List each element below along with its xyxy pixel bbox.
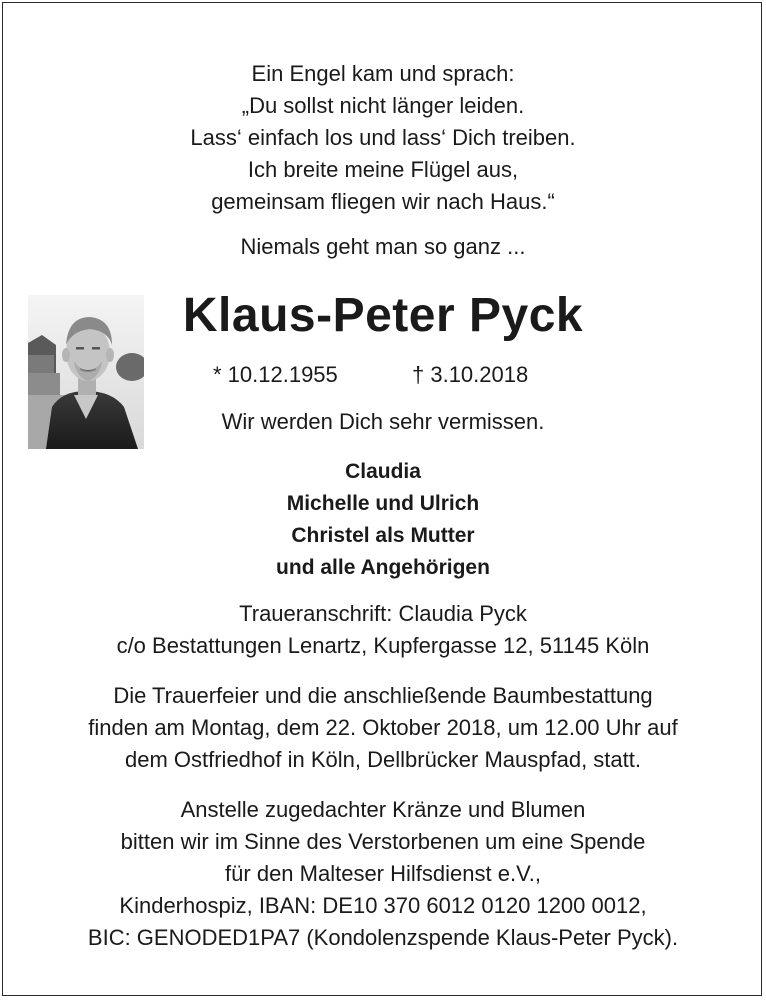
service-line: finden am Montag, dem 22. Oktober 2018, um 12.00 Uhr auf [88, 715, 678, 740]
address-line: c/o Bestattungen Lenartz, Kupfergasse 12, 51145 Köln [116, 633, 650, 658]
donation-line: Kinderhospiz, IBAN: DE10 370 6012 0120 1200 0012, [119, 893, 647, 918]
poem-line: „Du sollst nicht länger leiden. [241, 93, 525, 118]
service-line: dem Ostfriedhof in Köln, Dellbrücker Mauspfad, statt. [124, 747, 641, 772]
poem-line: Ein Engel kam und sprach: [251, 61, 515, 86]
service-line: Die Trauerfeier und die anschließende Baumbestattung [113, 683, 653, 708]
donation-line: BIC: GENODED1PA7 (Kondolenzspende Klaus-Peter Pyck). [87, 925, 679, 950]
poem-line: Ich breite meine Flügel aus, [247, 157, 519, 182]
deceased-name: Klaus-Peter Pyck [182, 289, 584, 342]
family-signatures [0, 456, 766, 584]
donation-info [0, 794, 766, 954]
tagline: Niemals geht man so ganz ... [240, 234, 526, 259]
address-line: Traueranschrift: Claudia Pyck [239, 601, 527, 626]
funeral-service-info [0, 680, 766, 776]
death-date: † 3.10.2018 [412, 362, 529, 387]
family-line: Claudia [345, 460, 421, 483]
donation-line: Anstelle zugedachter Kränze und Blumen [180, 797, 586, 822]
poem-line: Lass‘ einfach los und lass‘ Dich treiben. [190, 125, 576, 150]
farewell-message: Wir werden Dich sehr vermissen. [221, 409, 545, 434]
poem [0, 58, 766, 218]
poem-line: gemeinsam fliegen wir nach Haus.“ [211, 189, 555, 214]
donation-line: für den Malteser Hilfsdienst e.V., [225, 861, 541, 886]
family-line: und alle Angehörigen [276, 556, 490, 579]
birth-date: * 10.12.1955 [213, 362, 338, 387]
family-line: Christel als Mutter [291, 524, 475, 547]
portrait-photo [28, 295, 144, 449]
mourning-address [0, 598, 766, 662]
family-line: Michelle und Ulrich [286, 492, 480, 515]
donation-line: bitten wir im Sinne des Verstorbenen um eine Spende [120, 829, 646, 854]
